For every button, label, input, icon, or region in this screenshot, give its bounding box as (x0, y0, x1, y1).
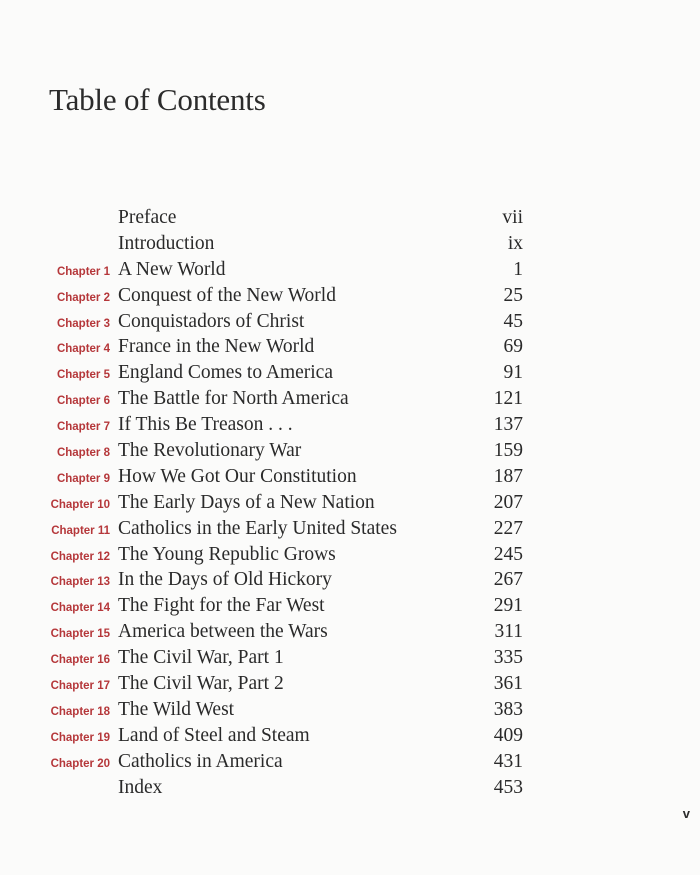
page-number: 137 (493, 414, 523, 436)
chapter-label: Chapter 18 (50, 705, 110, 718)
chapter-label: Chapter 13 (50, 576, 110, 589)
chapter-label: Chapter 2 (56, 291, 110, 304)
entry-title: Introduction (118, 232, 215, 254)
chapter-label: Chapter 10 (50, 498, 110, 511)
page-number: 409 (493, 724, 523, 746)
toc-entry-chapter-1[interactable] (0, 259, 700, 285)
page-number: 361 (493, 673, 523, 695)
chapter-label: Chapter 1 (56, 265, 110, 278)
entry-title: The Early Days of a New Nation (118, 491, 375, 513)
toc-entry-chapter-2[interactable] (0, 285, 700, 311)
page-number: 1 (513, 258, 523, 280)
chapter-label: Chapter 19 (50, 731, 110, 744)
entry-title: Index (118, 776, 163, 798)
toc-entry-chapter-13[interactable] (0, 569, 700, 595)
chapter-label: Chapter 7 (56, 421, 110, 434)
entry-title: In the Days of Old Hickory (118, 569, 332, 591)
toc-entry-introduction[interactable] (0, 233, 700, 259)
toc-entry-chapter-18[interactable] (0, 699, 700, 725)
page-number: 91 (503, 362, 523, 384)
entry-title: The Fight for the Far West (118, 595, 325, 617)
chapter-label: Chapter 5 (56, 369, 110, 382)
toc-entry-chapter-7[interactable] (0, 414, 700, 440)
entry-title: The Battle for North America (118, 388, 349, 410)
chapter-label: Chapter 6 (56, 395, 110, 408)
chapter-label: Chapter 12 (50, 550, 110, 563)
page-number: vii (502, 207, 523, 228)
chapter-label: Chapter 20 (50, 757, 110, 770)
chapter-label: Chapter 8 (56, 447, 110, 460)
chapter-label: Chapter 9 (56, 472, 110, 485)
page-number: 291 (493, 595, 523, 617)
page-number: 431 (493, 750, 523, 772)
entry-title: A New World (118, 258, 226, 280)
page-number: 45 (503, 310, 523, 332)
table-of-contents (0, 207, 700, 802)
page-title: Table of Contents (49, 82, 266, 117)
toc-entry-chapter-3[interactable] (0, 311, 700, 337)
page-number: 453 (493, 776, 523, 798)
entry-title: France in the New World (118, 336, 315, 358)
toc-entry-index[interactable] (0, 777, 700, 803)
entry-title: America between the Wars (118, 621, 328, 643)
toc-entry-chapter-9[interactable] (0, 466, 700, 492)
entry-title: How We Got Our Constitution (118, 465, 357, 487)
entry-title: The Revolutionary War (118, 440, 302, 462)
toc-entry-preface[interactable] (0, 207, 700, 233)
toc-entry-chapter-15[interactable] (0, 621, 700, 647)
toc-entry-chapter-16[interactable] (0, 647, 700, 673)
chapter-label: Chapter 15 (50, 628, 110, 641)
entry-title: Preface (118, 207, 177, 228)
page-number: ix (507, 232, 523, 254)
page-number: 227 (493, 517, 523, 539)
toc-entry-chapter-10[interactable] (0, 492, 700, 518)
page-number: 159 (493, 440, 523, 462)
chapter-label: Chapter 17 (50, 680, 110, 693)
chapter-label: Chapter 4 (56, 343, 110, 356)
toc-entry-chapter-20[interactable] (0, 751, 700, 777)
page-number: 207 (493, 491, 523, 513)
toc-entry-chapter-6[interactable] (0, 388, 700, 414)
entry-title: The Civil War, Part 1 (118, 647, 284, 669)
chapter-label: Chapter 14 (50, 602, 110, 615)
toc-entry-chapter-14[interactable] (0, 595, 700, 621)
page-number: 267 (493, 569, 523, 591)
chapter-label: Chapter 11 (51, 524, 110, 537)
page-number: 121 (493, 388, 523, 410)
toc-entry-chapter-4[interactable] (0, 336, 700, 362)
toc-entry-chapter-19[interactable] (0, 725, 700, 751)
chapter-label: Chapter 16 (50, 654, 110, 667)
page-number: 25 (503, 284, 523, 306)
toc-entry-chapter-5[interactable] (0, 362, 700, 388)
entry-title: Conquistadors of Christ (118, 310, 305, 332)
page-number: 335 (493, 647, 523, 669)
toc-entry-chapter-12[interactable] (0, 544, 700, 570)
entry-title: The Wild West (118, 698, 235, 720)
page-number: 311 (494, 621, 523, 643)
page-folio: v (682, 806, 690, 821)
entry-title: If This Be Treason . . . (118, 414, 293, 436)
page-number: 69 (503, 336, 523, 358)
entry-title: Catholics in America (118, 750, 283, 772)
toc-entry-chapter-8[interactable] (0, 440, 700, 466)
entry-title: Land of Steel and Steam (118, 724, 310, 746)
page-number: 383 (493, 698, 523, 720)
entry-title: Conquest of the New World (118, 284, 336, 306)
entry-title: The Young Republic Grows (118, 543, 336, 565)
page-number: 245 (493, 543, 523, 565)
entry-title: England Comes to America (118, 362, 333, 384)
page-number: 187 (493, 465, 523, 487)
entry-title: The Civil War, Part 2 (118, 673, 284, 695)
toc-entry-chapter-11[interactable] (0, 518, 700, 544)
chapter-label: Chapter 3 (56, 317, 110, 330)
entry-title: Catholics in the Early United States (118, 517, 397, 539)
toc-entry-chapter-17[interactable] (0, 673, 700, 699)
